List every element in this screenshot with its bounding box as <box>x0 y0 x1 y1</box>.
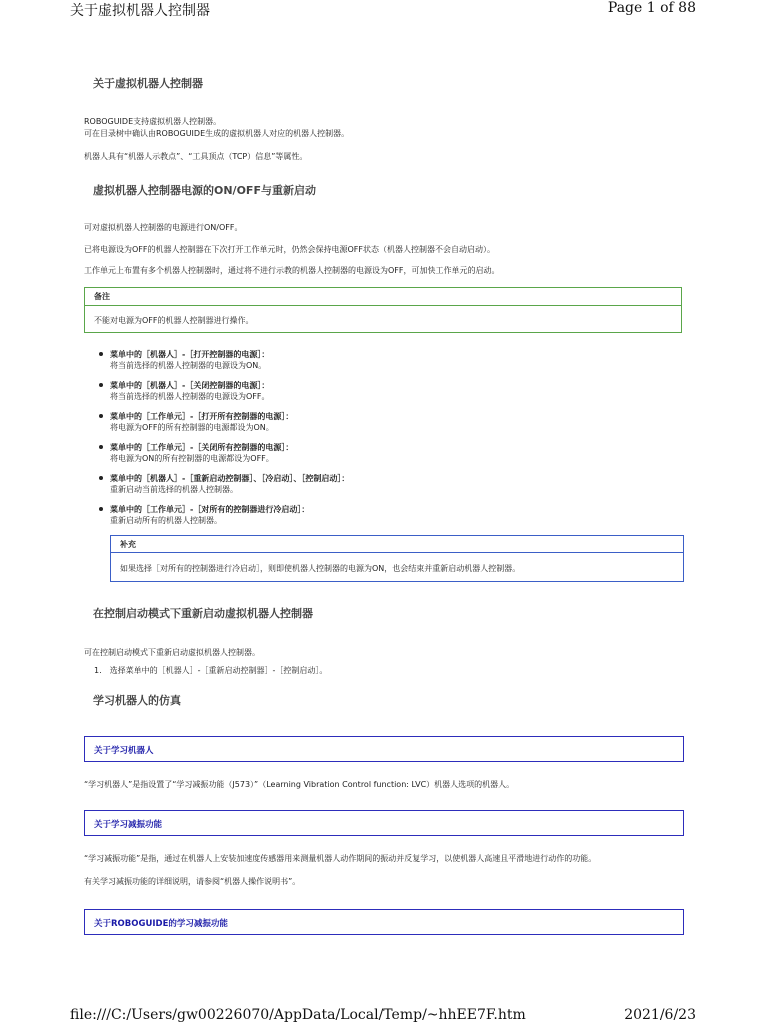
note-body: 不能对电源为OFF的机器人控制器进行操作。 <box>94 316 254 325</box>
list-item <box>99 380 679 411</box>
list-item <box>99 349 679 380</box>
paragraph: “学习机器人”是指设置了“学习减振功能（J573）”（Learning Vibration Control function: LVC）机器人选项的机器人。 <box>84 780 515 789</box>
print-footer <box>0 1007 768 1025</box>
paragraph: 有关学习减振功能的详细说明，请参阅“机器人操作说明书”。 <box>84 877 301 886</box>
supplement-body: 如果选择［对所有的控制器进行冷启动］，则即使机器人控制器的电源为ON，也会结束并重新启动机器人控制器。 <box>120 564 521 573</box>
note-box <box>84 287 682 333</box>
paragraph: 已将电源设为OFF的机器人控制器在下次打开工作单元时，仍然会保持电源OFF状态（机器人控制器不会自动启动）。 <box>84 245 495 254</box>
supplement-box <box>110 535 684 582</box>
paragraph: 可在目录树中确认由ROBOGUIDE生成的虚拟机器人对应的机器人控制器。 <box>84 129 350 138</box>
bullet-icon <box>99 414 103 418</box>
list-item-desc: 将当前选择的机器人控制器的电源设为ON。 <box>110 361 267 370</box>
subsection-box-about-lvc[interactable] <box>84 810 684 836</box>
bullet-icon <box>99 476 103 480</box>
section-heading-about-virtual-controller: 关于虚拟机器人控制器 <box>93 77 203 90</box>
list-item-desc: 将电源为OFF的所有控制器的电源都设为ON。 <box>110 423 274 432</box>
print-footer-date: 2021/6/23 <box>624 1007 696 1023</box>
paragraph: 工作单元上布置有多个机器人控制器时，通过将不进行示教的机器人控制器的电源设为OFF，可加快工作单元的启动。 <box>84 266 500 275</box>
list-item-title: 菜单中的［工作单元］-［关闭所有控制器的电源］： <box>110 443 294 452</box>
supplement-divider <box>111 552 683 553</box>
list-item-title: 菜单中的［机器人］-［重新启动控制器］、［冷启动］、［控制启动］： <box>110 474 350 483</box>
note-divider <box>85 305 681 306</box>
print-header-page-number: Page 1 of 88 <box>607 0 696 16</box>
paragraph: 机器人具有“机器人示教点”、“工具顶点（TCP）信息”等属性。 <box>84 152 308 161</box>
subsection-link[interactable]: 关于学习机器人 <box>94 746 154 756</box>
bullet-icon <box>99 445 103 449</box>
subsection-box-roboguide-lvc[interactable] <box>84 909 684 935</box>
list-item-title: 菜单中的［工作单元］-［打开所有控制器的电源］： <box>110 412 294 421</box>
subsection-box-about-learning-robot[interactable] <box>84 736 684 762</box>
bullet-icon <box>99 507 103 511</box>
list-item-desc: 将电源为ON的所有控制器的电源都设为OFF。 <box>110 454 274 463</box>
section-heading-learning-robot: 学习机器人的仿真 <box>93 694 181 707</box>
menu-command-list <box>99 349 679 535</box>
list-item-desc: 重新启动当前选择的机器人控制器。 <box>110 485 238 494</box>
subsection-link[interactable]: 关于ROBOGUIDE的学习减振功能 <box>94 919 228 929</box>
supplement-title: 补充 <box>120 540 136 549</box>
list-item-desc: 重新启动所有的机器人控制器。 <box>110 516 222 525</box>
bullet-icon <box>99 383 103 387</box>
list-item <box>99 411 679 442</box>
list-item-desc: 将当前选择的机器人控制器的电源设为OFF。 <box>110 392 270 401</box>
bullet-icon <box>99 352 103 356</box>
paragraph: 可在控制启动模式下重新启动虚拟机器人控制器。 <box>84 648 260 657</box>
print-header <box>0 0 768 20</box>
paragraph: “学习减振功能”是指，通过在机器人上安装加速度传感器用来测量机器人动作期间的振动并反复学习，以使机器人高速且平滑地进行动作的功能。 <box>84 854 597 863</box>
list-item-title: 菜单中的［工作单元］-［对所有的控制器进行冷启动］： <box>110 505 310 514</box>
subsection-link[interactable]: 关于学习减振功能 <box>94 820 163 830</box>
print-footer-file-path: file:///C:/Users/gw00226070/AppData/Local/Temp/~hhEE7F.htm <box>70 1007 526 1023</box>
list-item-title: 菜单中的［机器人］-［关闭控制器的电源］： <box>110 381 270 390</box>
section-heading-control-start: 在控制启动模式下重新启动虚拟机器人控制器 <box>93 607 313 620</box>
list-item <box>99 473 679 504</box>
ordered-step: 1. 选择菜单中的［机器人］-［重新启动控制器］-［控制启动］。 <box>94 666 328 675</box>
note-title: 备注 <box>94 292 110 301</box>
section-heading-power-on-off: 虚拟机器人控制器电源的ON/OFF与重新启动 <box>93 184 316 197</box>
paragraph: 可对虚拟机器人控制器的电源进行ON/OFF。 <box>84 223 243 232</box>
list-item-title: 菜单中的［机器人］-［打开控制器的电源］： <box>110 350 270 359</box>
paragraph: ROBOGUIDE支持虚拟机器人控制器。 <box>84 117 222 126</box>
print-header-title: 关于虚拟机器人控制器 <box>70 3 210 19</box>
list-item <box>99 442 679 473</box>
list-item <box>99 504 679 535</box>
